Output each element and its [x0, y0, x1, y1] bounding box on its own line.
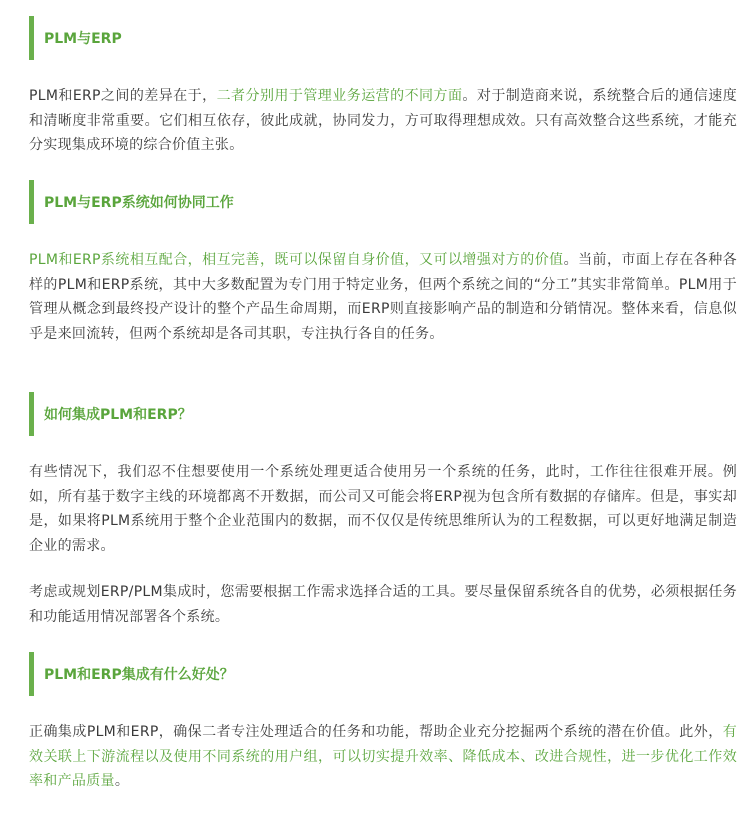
text-span: PLM和ERP之间的差异在于，: [29, 88, 217, 104]
heading-accent-bar: [29, 16, 34, 60]
text-span: 有些情况下，我们忍不住想要使用一个系统处理更适合使用另一个系统的任务，此时，工作往往很难开展。例如，所有基于数字主线的环境都离不开数据，而公司又可能会将ERP视为包含所有数据的存储库。但是，事实却是，如果将PLM系统用于整个企业范围内的数据，而不仅仅是传统思维所认为的工程数据，可以更好地满足制造企业的需求。: [29, 464, 737, 554]
paragraph: [29, 248, 737, 346]
paragraph: [29, 460, 737, 558]
text-span: 。: [114, 773, 130, 789]
section-heading-3: [29, 392, 729, 436]
heading-accent-bar: [29, 392, 34, 436]
text-span: 。当前，市面上存在各种各样的PLM和ERP系统，其中大多数配置为专门用于特定业务，但两个系统之间的“分工”其实非常简单。PLM用于管理从概念到最终投产设计的整个产品生命周期，而ERP则直接影响产品的制造和分销情况。整体来看，信息似乎是来回流转，但两个系统却是各司其职，专注执行各自的任务。: [29, 252, 737, 342]
heading-title: PLM与ERP系统如何协同工作: [44, 195, 234, 211]
heading-accent-bar: [29, 180, 34, 224]
heading-accent-bar: [29, 652, 34, 696]
heading-title: 如何集成PLM和ERP？: [44, 407, 192, 423]
paragraph: [29, 84, 737, 158]
highlight-text: PLM和ERP系统相互配合，相互完善，既可以保留自身价值，又可以增强对方的价值: [29, 252, 564, 268]
highlight-text: 有效关联上下游流程以及使用不同系统的用户组，可以切实提升效率、降低成本、改进合规性，进一步优化工作效率和产品质量: [29, 724, 737, 789]
text-span: 正确集成PLM和ERP，确保二者专注处理适合的任务和功能，帮助企业充分挖掘两个系统的潜在价值。此外，: [29, 724, 723, 740]
section-heading-4: [29, 652, 729, 696]
text-span: 。对于制造商来说，系统整合后的通信速度和清晰度非常重要。它们相互依存，彼此成就，协同发力，方可取得理想成效。只有高效整合这些系统，才能充分实现集成环境的综合价值主张。: [29, 88, 737, 153]
section-heading-1: [29, 16, 729, 60]
paragraph: [29, 580, 737, 629]
highlight-text: 二者分别用于管理业务运营的不同方面: [216, 88, 463, 104]
paragraph: [29, 720, 737, 794]
section-heading-2: [29, 180, 729, 224]
text-span: 考虑或规划ERP/PLM集成时，您需要根据工作需求选择合适的工具。要尽量保留系统各自的优势，必须根据任务和功能适用情况部署各个系统。: [29, 584, 737, 625]
heading-title: PLM和ERP集成有什么好处？: [44, 667, 234, 683]
heading-title: PLM与ERP: [44, 31, 122, 47]
